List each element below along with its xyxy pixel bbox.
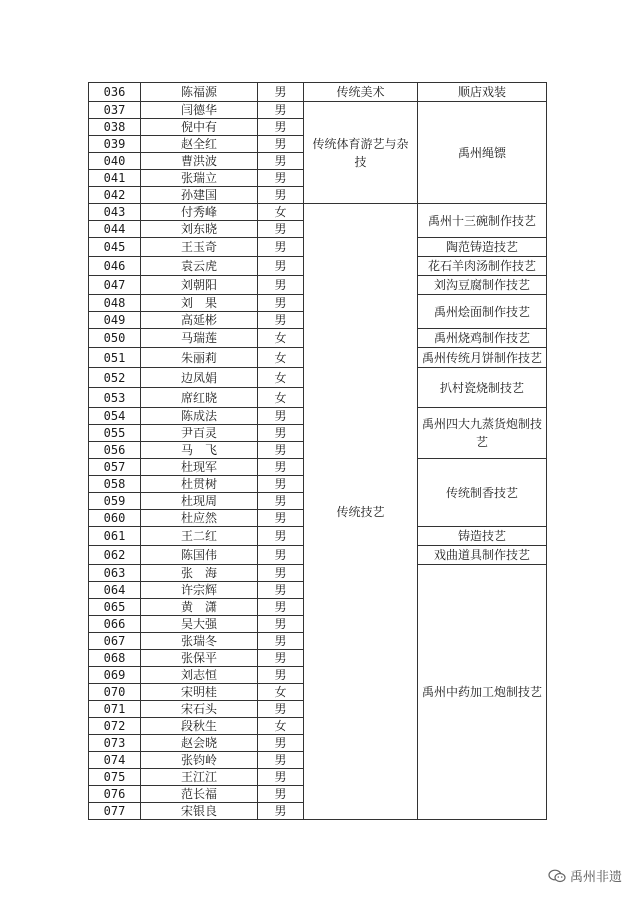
inheritor-roster-table: [88, 82, 547, 820]
project-cell: 禹州绳镖: [418, 102, 547, 204]
inheritor-name: 马 飞: [141, 442, 258, 459]
row-number: 044: [89, 221, 141, 238]
inheritor-name: 边凤娟: [141, 368, 258, 388]
inheritor-name: 高延彬: [141, 312, 258, 329]
inheritor-gender: 女: [258, 204, 304, 221]
inheritor-name: 宋明桂: [141, 684, 258, 701]
inheritor-name: 张瑞立: [141, 170, 258, 187]
inheritor-gender: 男: [258, 187, 304, 204]
row-number: 050: [89, 329, 141, 348]
category-cell: 传统美术: [304, 83, 418, 102]
inheritor-name: 王二红: [141, 527, 258, 546]
inheritor-gender: 男: [258, 769, 304, 786]
row-number: 070: [89, 684, 141, 701]
inheritor-name: 刘朝阳: [141, 276, 258, 295]
row-number: 047: [89, 276, 141, 295]
inheritor-gender: 女: [258, 329, 304, 348]
row-number: 076: [89, 786, 141, 803]
row-number: 067: [89, 633, 141, 650]
inheritor-name: 吴大强: [141, 616, 258, 633]
inheritor-gender: 男: [258, 136, 304, 153]
row-number: 069: [89, 667, 141, 684]
inheritor-name: 张瑞冬: [141, 633, 258, 650]
row-number: 042: [89, 187, 141, 204]
inheritor-gender: 男: [258, 582, 304, 599]
inheritor-gender: 女: [258, 348, 304, 368]
row-number: 061: [89, 527, 141, 546]
category-cell: 传统技艺: [304, 204, 418, 820]
table-row: [89, 102, 547, 119]
project-cell: 顺店戏装: [418, 83, 547, 102]
row-number: 039: [89, 136, 141, 153]
row-number: 063: [89, 565, 141, 582]
inheritor-name: 倪中有: [141, 119, 258, 136]
inheritor-gender: 男: [258, 599, 304, 616]
inheritor-name: 范长福: [141, 786, 258, 803]
inheritor-name: 席红晓: [141, 388, 258, 408]
project-cell: 陶范铸造技艺: [418, 238, 547, 257]
row-number: 041: [89, 170, 141, 187]
project-cell: 花石羊肉汤制作技艺: [418, 257, 547, 276]
roster-body: [89, 83, 547, 820]
inheritor-name: 刘志恒: [141, 667, 258, 684]
inheritor-name: 赵会晓: [141, 735, 258, 752]
inheritor-gender: 男: [258, 170, 304, 187]
project-cell: 传统制香技艺: [418, 459, 547, 527]
row-number: 068: [89, 650, 141, 667]
inheritor-name: 张保平: [141, 650, 258, 667]
inheritor-name: 王玉奇: [141, 238, 258, 257]
inheritor-name: 张 海: [141, 565, 258, 582]
row-number: 046: [89, 257, 141, 276]
inheritor-name: 宋石头: [141, 701, 258, 718]
inheritor-gender: 男: [258, 650, 304, 667]
inheritor-gender: 男: [258, 312, 304, 329]
inheritor-gender: 男: [258, 119, 304, 136]
inheritor-name: 段秋生: [141, 718, 258, 735]
inheritor-gender: 男: [258, 510, 304, 527]
account-watermark: [548, 866, 622, 885]
row-number: 064: [89, 582, 141, 599]
row-number: 043: [89, 204, 141, 221]
row-number: 052: [89, 368, 141, 388]
row-number: 053: [89, 388, 141, 408]
watermark-text: 禹州非遗: [569, 870, 622, 885]
inheritor-name: 杜现军: [141, 459, 258, 476]
inheritor-gender: 男: [258, 238, 304, 257]
project-cell: 禹州四大九蒸货炮制技艺: [418, 408, 547, 459]
row-number: 066: [89, 616, 141, 633]
inheritor-gender: 男: [258, 459, 304, 476]
inheritor-name: 陈福源: [141, 83, 258, 102]
inheritor-gender: 男: [258, 476, 304, 493]
inheritor-name: 马瑞莲: [141, 329, 258, 348]
project-cell: 扒村瓷烧制技艺: [418, 368, 547, 408]
inheritor-gender: 男: [258, 667, 304, 684]
inheritor-name: 孙建国: [141, 187, 258, 204]
row-number: 058: [89, 476, 141, 493]
row-number: 049: [89, 312, 141, 329]
inheritor-name: 袁云虎: [141, 257, 258, 276]
row-number: 040: [89, 153, 141, 170]
row-number: 036: [89, 83, 141, 102]
inheritor-gender: 女: [258, 684, 304, 701]
inheritor-gender: 男: [258, 616, 304, 633]
inheritor-name: 赵全红: [141, 136, 258, 153]
row-number: 057: [89, 459, 141, 476]
row-number: 071: [89, 701, 141, 718]
inheritor-name: 朱丽莉: [141, 348, 258, 368]
row-number: 055: [89, 425, 141, 442]
row-number: 048: [89, 295, 141, 312]
inheritor-name: 王江江: [141, 769, 258, 786]
project-cell: 禹州中药加工炮制技艺: [418, 565, 547, 820]
row-number: 045: [89, 238, 141, 257]
inheritor-gender: 男: [258, 546, 304, 565]
inheritor-gender: 男: [258, 442, 304, 459]
inheritor-gender: 男: [258, 633, 304, 650]
table-row: [89, 204, 547, 221]
inheritor-gender: 男: [258, 735, 304, 752]
table-row: [89, 83, 547, 102]
inheritor-gender: 男: [258, 786, 304, 803]
inheritor-gender: 男: [258, 153, 304, 170]
inheritor-name: 杜现周: [141, 493, 258, 510]
row-number: 059: [89, 493, 141, 510]
row-number: 060: [89, 510, 141, 527]
inheritor-gender: 男: [258, 102, 304, 119]
row-number: 077: [89, 803, 141, 820]
inheritor-name: 曹洪波: [141, 153, 258, 170]
inheritor-name: 刘东晓: [141, 221, 258, 238]
inheritor-gender: 男: [258, 257, 304, 276]
row-number: 074: [89, 752, 141, 769]
inheritor-name: 杜应然: [141, 510, 258, 527]
inheritor-gender: 男: [258, 276, 304, 295]
project-cell: 禹州烩面制作技艺: [418, 295, 547, 329]
inheritor-name: 刘 果: [141, 295, 258, 312]
inheritor-name: 杜贯树: [141, 476, 258, 493]
inheritor-gender: 男: [258, 493, 304, 510]
inheritor-gender: 男: [258, 803, 304, 820]
row-number: 051: [89, 348, 141, 368]
project-cell: 铸造技艺: [418, 527, 547, 546]
inheritor-name: 闫德华: [141, 102, 258, 119]
row-number: 054: [89, 408, 141, 425]
inheritor-name: 张钧岭: [141, 752, 258, 769]
project-cell: 禹州十三碗制作技艺: [418, 204, 547, 238]
inheritor-name: 付秀峰: [141, 204, 258, 221]
inheritor-gender: 男: [258, 295, 304, 312]
inheritor-gender: 男: [258, 425, 304, 442]
row-number: 037: [89, 102, 141, 119]
category-cell: 传统体育游艺与杂技: [304, 102, 418, 204]
inheritor-gender: 男: [258, 221, 304, 238]
row-number: 072: [89, 718, 141, 735]
inheritor-gender: 女: [258, 368, 304, 388]
inheritor-gender: 男: [258, 408, 304, 425]
inheritor-gender: 男: [258, 752, 304, 769]
row-number: 038: [89, 119, 141, 136]
inheritor-gender: 女: [258, 388, 304, 408]
row-number: 073: [89, 735, 141, 752]
row-number: 075: [89, 769, 141, 786]
inheritor-gender: 男: [258, 701, 304, 718]
inheritor-gender: 女: [258, 718, 304, 735]
wechat-icon: [548, 869, 566, 883]
inheritor-name: 许宗辉: [141, 582, 258, 599]
project-cell: 禹州烧鸡制作技艺: [418, 329, 547, 348]
project-cell: 禹州传统月饼制作技艺: [418, 348, 547, 368]
project-cell: 戏曲道具制作技艺: [418, 546, 547, 565]
inheritor-name: 陈成法: [141, 408, 258, 425]
inheritor-gender: 男: [258, 565, 304, 582]
inheritor-name: 陈国伟: [141, 546, 258, 565]
inheritor-name: 黄 潇: [141, 599, 258, 616]
inheritor-gender: 男: [258, 83, 304, 102]
row-number: 062: [89, 546, 141, 565]
inheritor-name: 宋银良: [141, 803, 258, 820]
row-number: 065: [89, 599, 141, 616]
project-cell: 刘沟豆腐制作技艺: [418, 276, 547, 295]
row-number: 056: [89, 442, 141, 459]
inheritor-gender: 男: [258, 527, 304, 546]
inheritor-name: 尹百灵: [141, 425, 258, 442]
